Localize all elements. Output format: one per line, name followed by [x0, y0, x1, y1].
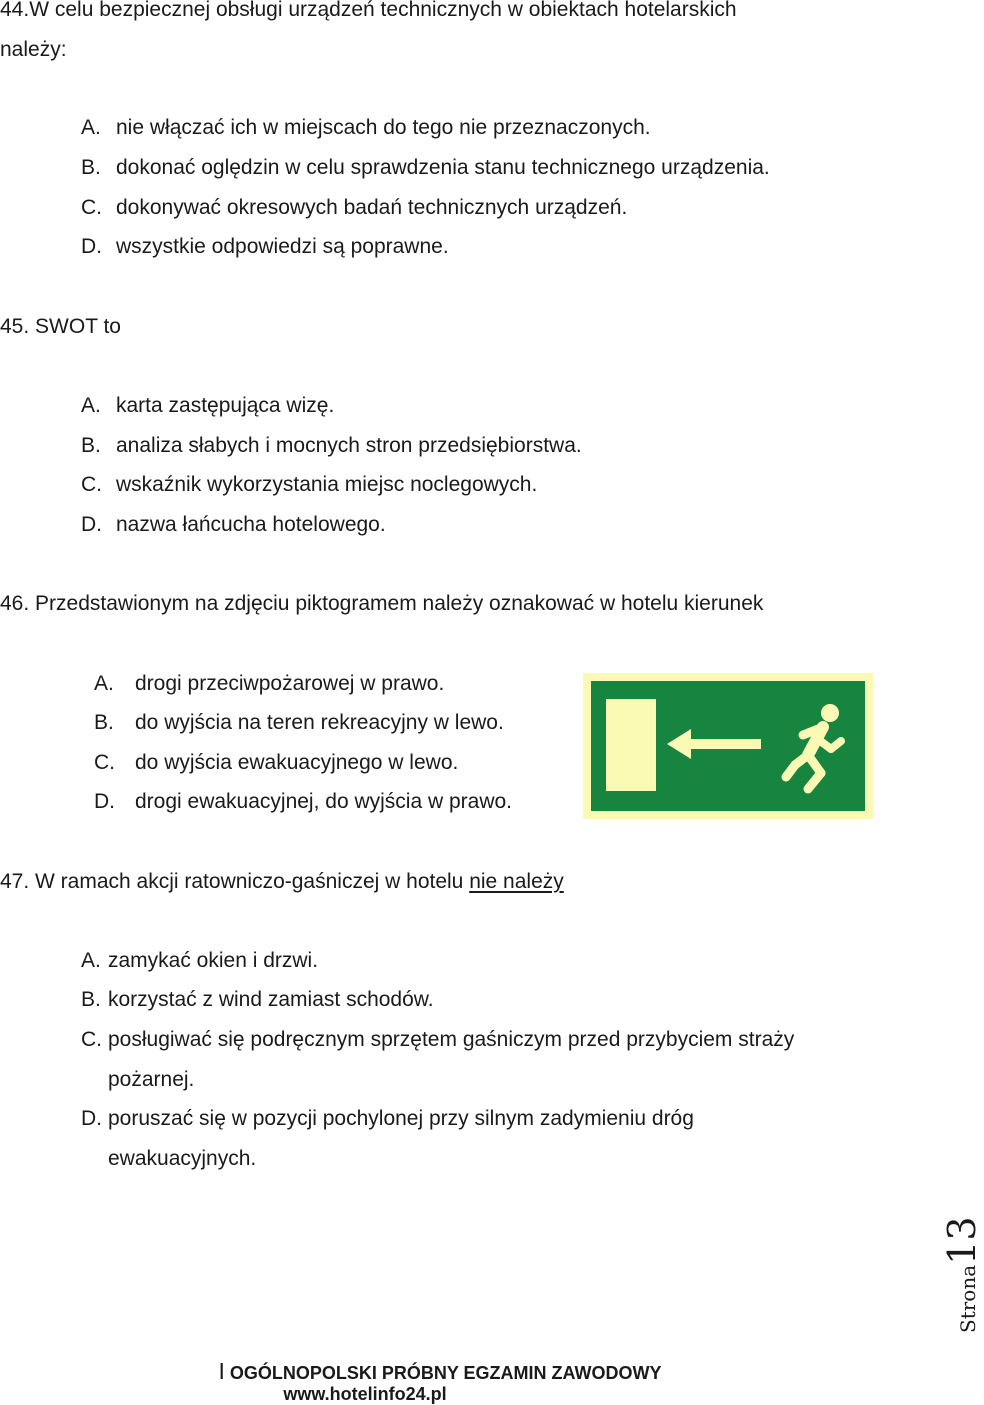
q45-answer-b: [81, 434, 582, 458]
answer-letter: B.: [81, 988, 101, 1011]
answer-text: wskaźnik wykorzystania miejsc noclegowych.: [116, 473, 538, 496]
answer-text: korzystać z wind zamiast schodów.: [108, 988, 434, 1011]
q47-answer-c-continuation: pożarnej.: [108, 1068, 195, 1091]
question-44-title-line2: należy:: [0, 38, 67, 61]
answer-letter: C.: [81, 1028, 102, 1051]
footer-title: [0, 1359, 880, 1385]
q45-answer-c: [81, 473, 537, 497]
page-number: [940, 1216, 984, 1333]
question-47-title-text: 47. W ramach akcji ratowniczo-gaśniczej w hotelu: [0, 870, 470, 893]
q46-answer-c: [94, 751, 458, 775]
answer-letter: A.: [81, 949, 101, 972]
question-46-title: 46. Przedstawionym na zdjęciu piktogramem należy oznakować w hotelu kierunek: [0, 592, 764, 615]
question-44-title-line1: 44.W celu bezpiecznej obsługi urządzeń technicznych w obiektach hotelarskich: [0, 0, 737, 21]
answer-letter: A.: [81, 394, 101, 417]
answer-letter: B.: [81, 156, 101, 179]
q45-answer-a: [81, 394, 334, 418]
answer-text: karta zastępująca wizę.: [116, 394, 335, 417]
q46-answer-a: [94, 672, 444, 696]
q47-answer-b: [81, 988, 434, 1012]
q46-answer-d: [94, 790, 512, 814]
answer-letter: D.: [81, 235, 102, 258]
page-label: Strona: [956, 1264, 980, 1333]
answer-text: do wyjścia ewakuacyjnego w lewo.: [135, 751, 459, 774]
answer-letter: D.: [94, 790, 115, 813]
answer-letter: C.: [81, 473, 102, 496]
answer-text: drogi przeciwpożarowej w prawo.: [135, 672, 445, 695]
answer-text: dokonać oględzin w celu sprawdzenia stanu technicznego urządzenia.: [116, 156, 770, 179]
q45-answer-d: [81, 513, 386, 537]
q46-answer-b: [94, 711, 504, 735]
answer-text: posługiwać się podręcznym sprzętem gaśniczym przed przybyciem straży: [108, 1028, 795, 1051]
footer-title-text: OGÓLNOPOLSKI PRÓBNY EGZAMIN ZAWODOWY: [224, 1363, 662, 1383]
answer-text: dokonywać okresowych badań technicznych urządzeń.: [116, 196, 628, 219]
footer-roman: I: [218, 1358, 225, 1384]
answer-text: nazwa łańcucha hotelowego.: [116, 513, 386, 536]
answer-letter: D.: [81, 1107, 102, 1130]
q44-answer-b: [81, 156, 770, 180]
answer-text: wszystkie odpowiedzi są poprawne.: [116, 235, 449, 258]
question-45-title: 45. SWOT to: [0, 315, 121, 338]
answer-letter: D.: [81, 513, 102, 536]
answer-letter: C.: [94, 751, 115, 774]
q47-answer-a: [81, 949, 318, 973]
evacuation-exit-sign: [583, 673, 873, 819]
answer-text: drogi ewakuacyjnej, do wyjścia w prawo.: [135, 790, 513, 813]
q44-answer-a: [81, 116, 651, 140]
answer-text: nie włączać ich w miejscach do tego nie przeznaczonych.: [116, 116, 651, 139]
answer-letter: B.: [94, 711, 114, 734]
answer-letter: A.: [81, 116, 101, 139]
answer-letter: A.: [94, 672, 114, 695]
q47-answer-d: [81, 1107, 694, 1131]
q47-answer-d-continuation: ewakuacyjnych.: [108, 1147, 257, 1170]
page-number-value: 13: [940, 1216, 984, 1265]
answer-text: do wyjścia na teren rekreacyjny w lewo.: [135, 711, 504, 734]
answer-text: analiza słabych i mocnych stron przedsiębiorstwa.: [116, 434, 582, 457]
question-47-title: [0, 870, 564, 894]
footer-url: www.hotelinfo24.pl: [283, 1384, 447, 1404]
answer-letter: C.: [81, 196, 102, 219]
door-icon: [606, 699, 656, 791]
answer-text: poruszać się w pozycji pochylonej przy silnym zadymieniu dróg: [108, 1107, 694, 1130]
q47-answer-c: [81, 1028, 794, 1052]
answer-letter: B.: [81, 434, 101, 457]
answer-text: zamykać okien i drzwi.: [108, 949, 319, 972]
q44-answer-d: [81, 235, 449, 259]
q44-answer-c: [81, 196, 627, 220]
question-47-title-emphasis: nie należy: [469, 870, 564, 893]
